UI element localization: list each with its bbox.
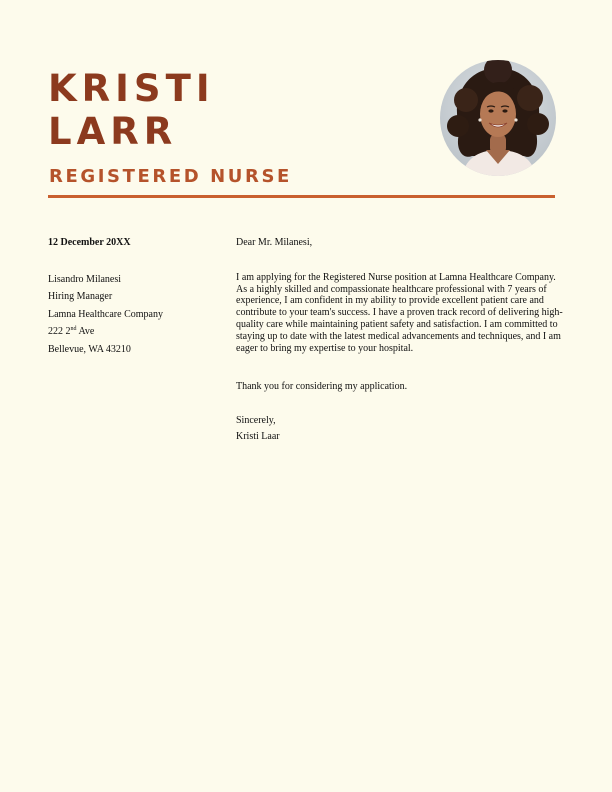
- thanks-line: Thank you for considering my application.: [236, 381, 408, 393]
- recipient-name: Lisandro Milanesi: [48, 273, 122, 285]
- street-number: 222 2: [48, 326, 71, 337]
- recipient-address: [48, 274, 218, 362]
- recipient-title: Hiring Manager: [48, 291, 113, 302]
- closing: Sincerely,: [236, 415, 276, 427]
- street-ordinal: nd: [70, 326, 77, 332]
- signature: Kristi Laar: [236, 430, 280, 442]
- recipient-block: [48, 237, 218, 361]
- portrait-photo: [440, 60, 556, 176]
- recipient-street: [48, 326, 218, 344]
- letter-body: [236, 237, 568, 443]
- header-divider: [48, 195, 555, 198]
- letter-date: 12 December 20XX: [48, 237, 131, 248]
- last-name: LARR: [48, 110, 178, 153]
- recipient-company: Lamna Healthcare Company: [48, 308, 163, 320]
- salutation: Dear Mr. Milanesi,: [236, 237, 313, 248]
- street-name: Ave: [76, 326, 95, 337]
- body-paragraph: I am applying for the Registered Nurse position at Lamna Healthcare Company. As a highly skilled and compassionate healthcare professional with 7 years of experience, I am confident in my ability to provide excellent patient care and contribute to your team's success. I have a proven track record of delivering high-quality care while maintaining patient safety and satisfaction. I am committed to staying up to date with the latest medical advancements and techniques, and I am eager to bring my expertise to your hospital.: [236, 271, 563, 354]
- first-name: KRISTI: [48, 67, 215, 110]
- recipient-city: Bellevue, WA 43210: [48, 343, 131, 355]
- job-title: REGISTERED NURSE: [49, 166, 292, 187]
